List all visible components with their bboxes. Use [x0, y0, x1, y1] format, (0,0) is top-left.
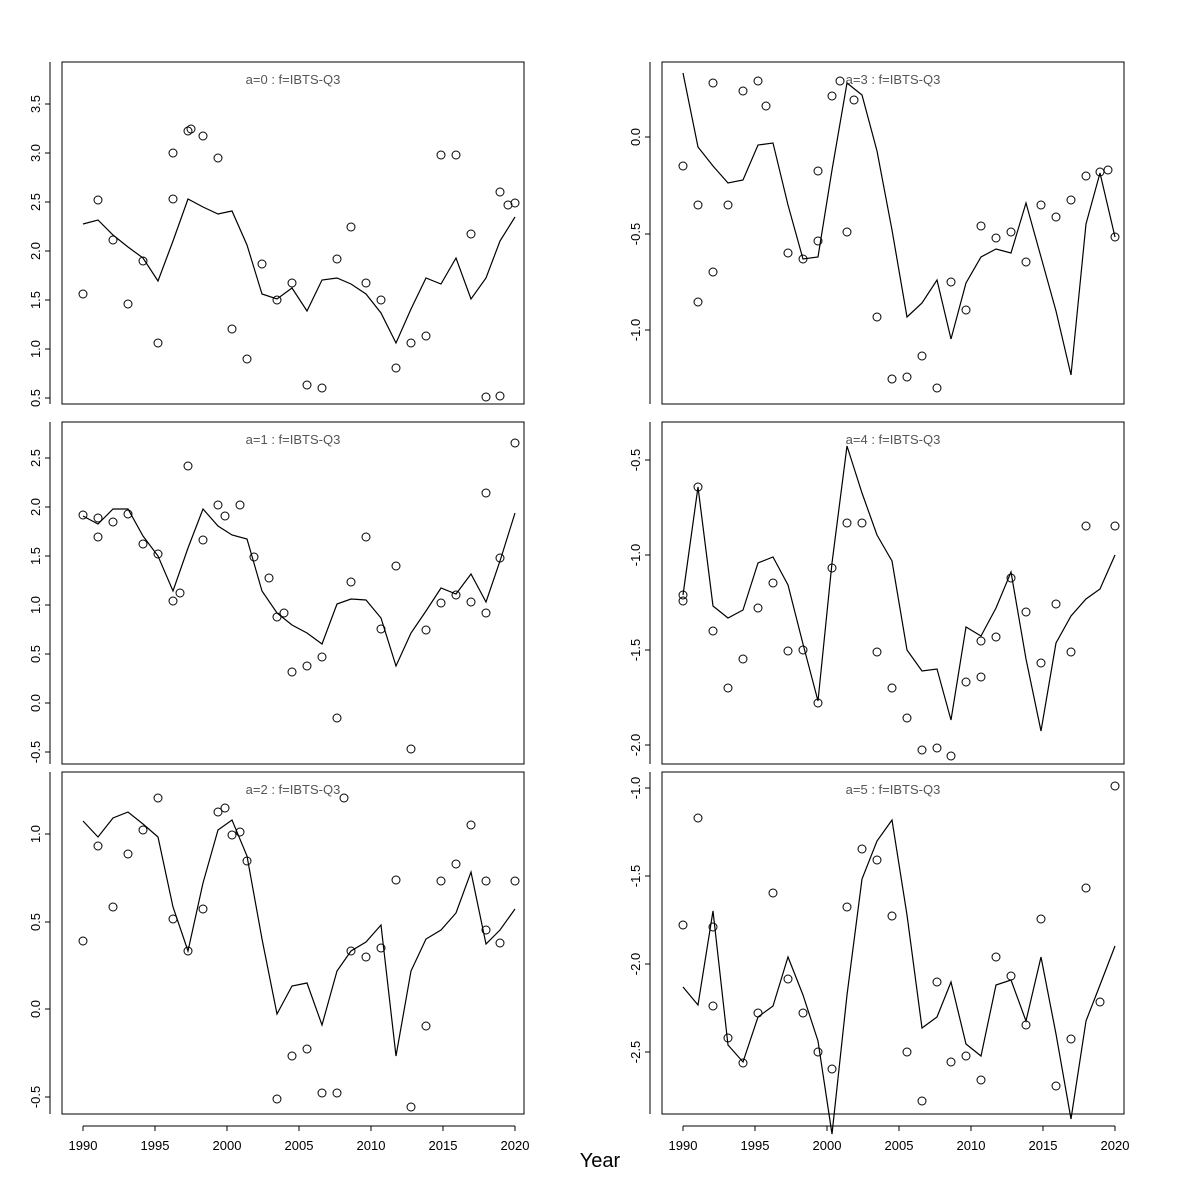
y-axis-a5 [628, 772, 650, 1114]
fitted-line [683, 820, 1115, 1134]
panel-title: a=0 : f=IBTS-Q3 [245, 72, 341, 87]
panel-a2 [0, 760, 560, 1180]
y-tick: -0.5 [28, 1085, 43, 1109]
y-tick: -0.5 [628, 448, 643, 472]
y-tick: -1.5 [628, 864, 643, 888]
y-tick: 3.5 [28, 94, 43, 114]
series-group [79, 125, 519, 401]
panel-a5 [600, 760, 1160, 1180]
y-tick: -1.0 [628, 776, 643, 800]
fitted-line [83, 199, 515, 343]
plot-border [662, 422, 1124, 764]
fitted-line [83, 812, 515, 1056]
y-tick: 0.0 [28, 693, 43, 713]
series-group [679, 73, 1119, 392]
y-tick: -2.0 [628, 733, 643, 757]
y-axis-a0 [28, 62, 50, 407]
y-axis-a3 [628, 62, 650, 404]
fitted-line [683, 73, 1115, 375]
y-tick: 2.0 [28, 497, 43, 517]
y-tick: 1.0 [28, 824, 43, 844]
series-group [79, 794, 519, 1111]
x-tick: 1990 [668, 1138, 698, 1153]
fitted-line [683, 446, 1115, 731]
y-axis-a1 [28, 422, 50, 764]
x-axis-a2 [69, 1126, 530, 1153]
x-tick: 1995 [140, 1138, 170, 1153]
x-tick: 2000 [212, 1138, 242, 1153]
x-tick: 1990 [68, 1138, 98, 1153]
x-tick: 2005 [284, 1138, 314, 1153]
panel-a4-svg [600, 400, 1160, 780]
panel-a3-svg [600, 40, 1160, 420]
x-axis-a5 [669, 1126, 1130, 1153]
panel-a1-svg [0, 400, 560, 780]
x-tick: 2020 [500, 1138, 530, 1153]
x-axis-label: Year [579, 1150, 621, 1172]
x-tick: 2010 [956, 1138, 986, 1153]
y-axis-a2 [28, 772, 50, 1114]
y-tick: -1.0 [628, 318, 643, 342]
panel-a2-svg [0, 760, 560, 1180]
panel-title: a=5 : f=IBTS-Q3 [845, 782, 941, 797]
plot-border [62, 62, 524, 404]
panel-a3 [600, 40, 1160, 420]
y-tick: -2.5 [628, 1040, 643, 1064]
panel-a5-svg [600, 760, 1160, 1180]
panel-title: a=1 : f=IBTS-Q3 [245, 432, 341, 447]
panel-a0 [0, 40, 560, 420]
x-tick: 2000 [812, 1138, 842, 1153]
y-tick: 0.5 [28, 388, 43, 408]
y-tick: 2.5 [28, 448, 43, 468]
x-tick: 2020 [1100, 1138, 1130, 1153]
y-tick: -1.5 [628, 638, 643, 662]
y-axis-a4 [628, 422, 650, 764]
panel-title: a=3 : f=IBTS-Q3 [845, 72, 941, 87]
y-tick: 2.0 [28, 241, 43, 261]
x-tick: 1995 [740, 1138, 770, 1153]
observed-points [79, 439, 519, 753]
y-tick: -0.5 [28, 740, 43, 764]
y-tick: 1.0 [28, 595, 43, 615]
y-tick: 1.5 [28, 290, 43, 310]
observed-points [679, 77, 1119, 392]
y-tick: 0.5 [28, 644, 43, 664]
plot-border [62, 772, 524, 1114]
panel-a4 [600, 400, 1160, 780]
y-tick: 3.0 [28, 143, 43, 163]
x-tick: 2010 [356, 1138, 386, 1153]
series-group [679, 782, 1119, 1134]
y-tick: 1.0 [28, 339, 43, 359]
y-tick: 0.0 [628, 127, 643, 147]
series-group [679, 446, 1119, 760]
panel-title: a=2 : f=IBTS-Q3 [245, 782, 341, 797]
y-tick: -2.0 [628, 952, 643, 976]
y-tick: 2.5 [28, 192, 43, 212]
fitted-line [83, 509, 515, 666]
observed-points [79, 794, 519, 1111]
y-tick: -0.5 [628, 222, 643, 246]
series-group [79, 439, 519, 753]
y-tick: 1.5 [28, 546, 43, 566]
y-tick: -1.0 [628, 543, 643, 567]
x-tick: 2015 [1028, 1138, 1058, 1153]
y-tick: 0.0 [28, 999, 43, 1019]
panel-title: a=4 : f=IBTS-Q3 [845, 432, 941, 447]
panel-a0-svg [0, 40, 560, 420]
x-tick: 2005 [884, 1138, 914, 1153]
y-tick: 0.5 [28, 912, 43, 932]
observed-points [679, 483, 1119, 760]
x-tick: 2015 [428, 1138, 458, 1153]
panel-a1 [0, 400, 560, 780]
